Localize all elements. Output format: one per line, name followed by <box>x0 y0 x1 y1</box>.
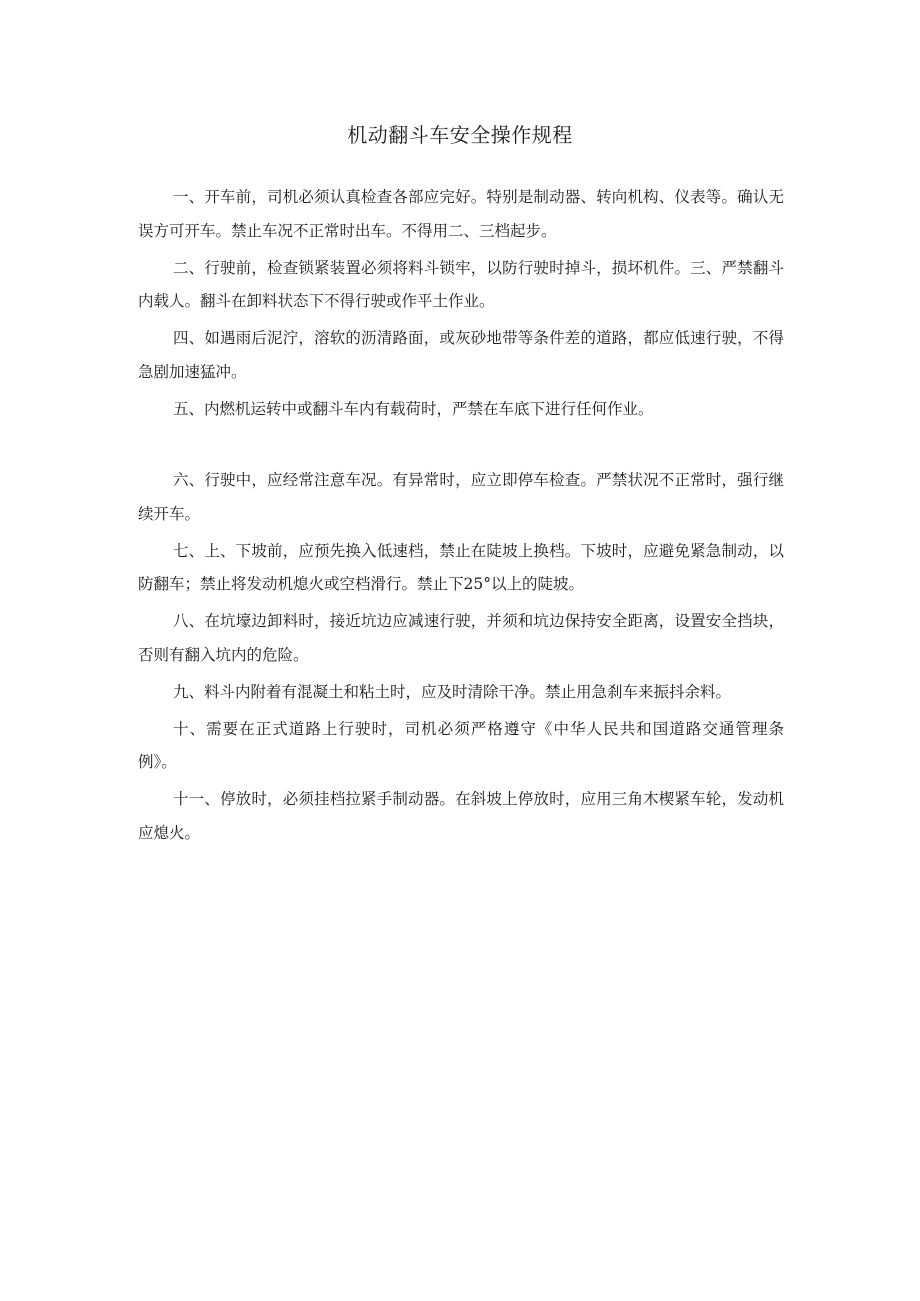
paragraph-11: 十一、停放时，必须挂档拉紧手制动器。在斜坡上停放时，应用三角木楔紧车轮，发动机应熄火。 <box>138 790 784 842</box>
paragraph-8: 八、在坑壕边卸料时，接近坑边应减速行驶，并须和坑边保持安全距离，设置安全挡块，否则有翻入坑内的危险。 <box>138 612 784 664</box>
paragraph-4: 四、如遇雨后泥泞，溶软的沥清路面，或灰砂地带等条件差的道路，都应低速行驶，不得急剧加速猛冲。 <box>138 329 784 381</box>
paragraph-7: 七、上、下坡前，应预先换入低速档，禁止在陡坡上换档。下坡时，应避免紧急制动，以防翻车；禁止将发动机熄火或空档滑行。禁止下25°以上的陡坡。 <box>138 541 784 593</box>
paragraph-9: 九、料斗内附着有混凝土和粘土时，应及时清除干净。禁止用急刹车来振抖余料。 <box>173 682 732 701</box>
document-title: 机动翻斗车安全操作规程 <box>347 123 573 147</box>
paragraph-2: 二、行驶前，检查锁紧装置必须将料斗锁牢，以防行驶时掉斗，损坏机件。三、严禁翻斗内载人。翻斗在卸料状态下不得行驶或作平土作业。 <box>138 258 784 310</box>
paragraph-6: 六、行驶中，应经常注意车况。有异常时，应立即停车检查。严禁状况不正常时，强行继续开车。 <box>138 471 784 523</box>
paragraph-10: 十、需要在正式道路上行驶时，司机必须严格遵守《中华人民共和国道路交通管理条例》。 <box>138 719 784 771</box>
paragraph-1: 一、开车前，司机必须认真检查各部应完好。特别是制动器、转向机构、仪表等。确认无误方可开车。禁止车况不正常时出车。不得用二、三档起步。 <box>138 188 784 240</box>
document-body <box>138 181 784 854</box>
paragraph-5: 五、内燃机运转中或翻斗车内有载荷时，严禁在车底下进行任何作业。 <box>173 399 654 418</box>
